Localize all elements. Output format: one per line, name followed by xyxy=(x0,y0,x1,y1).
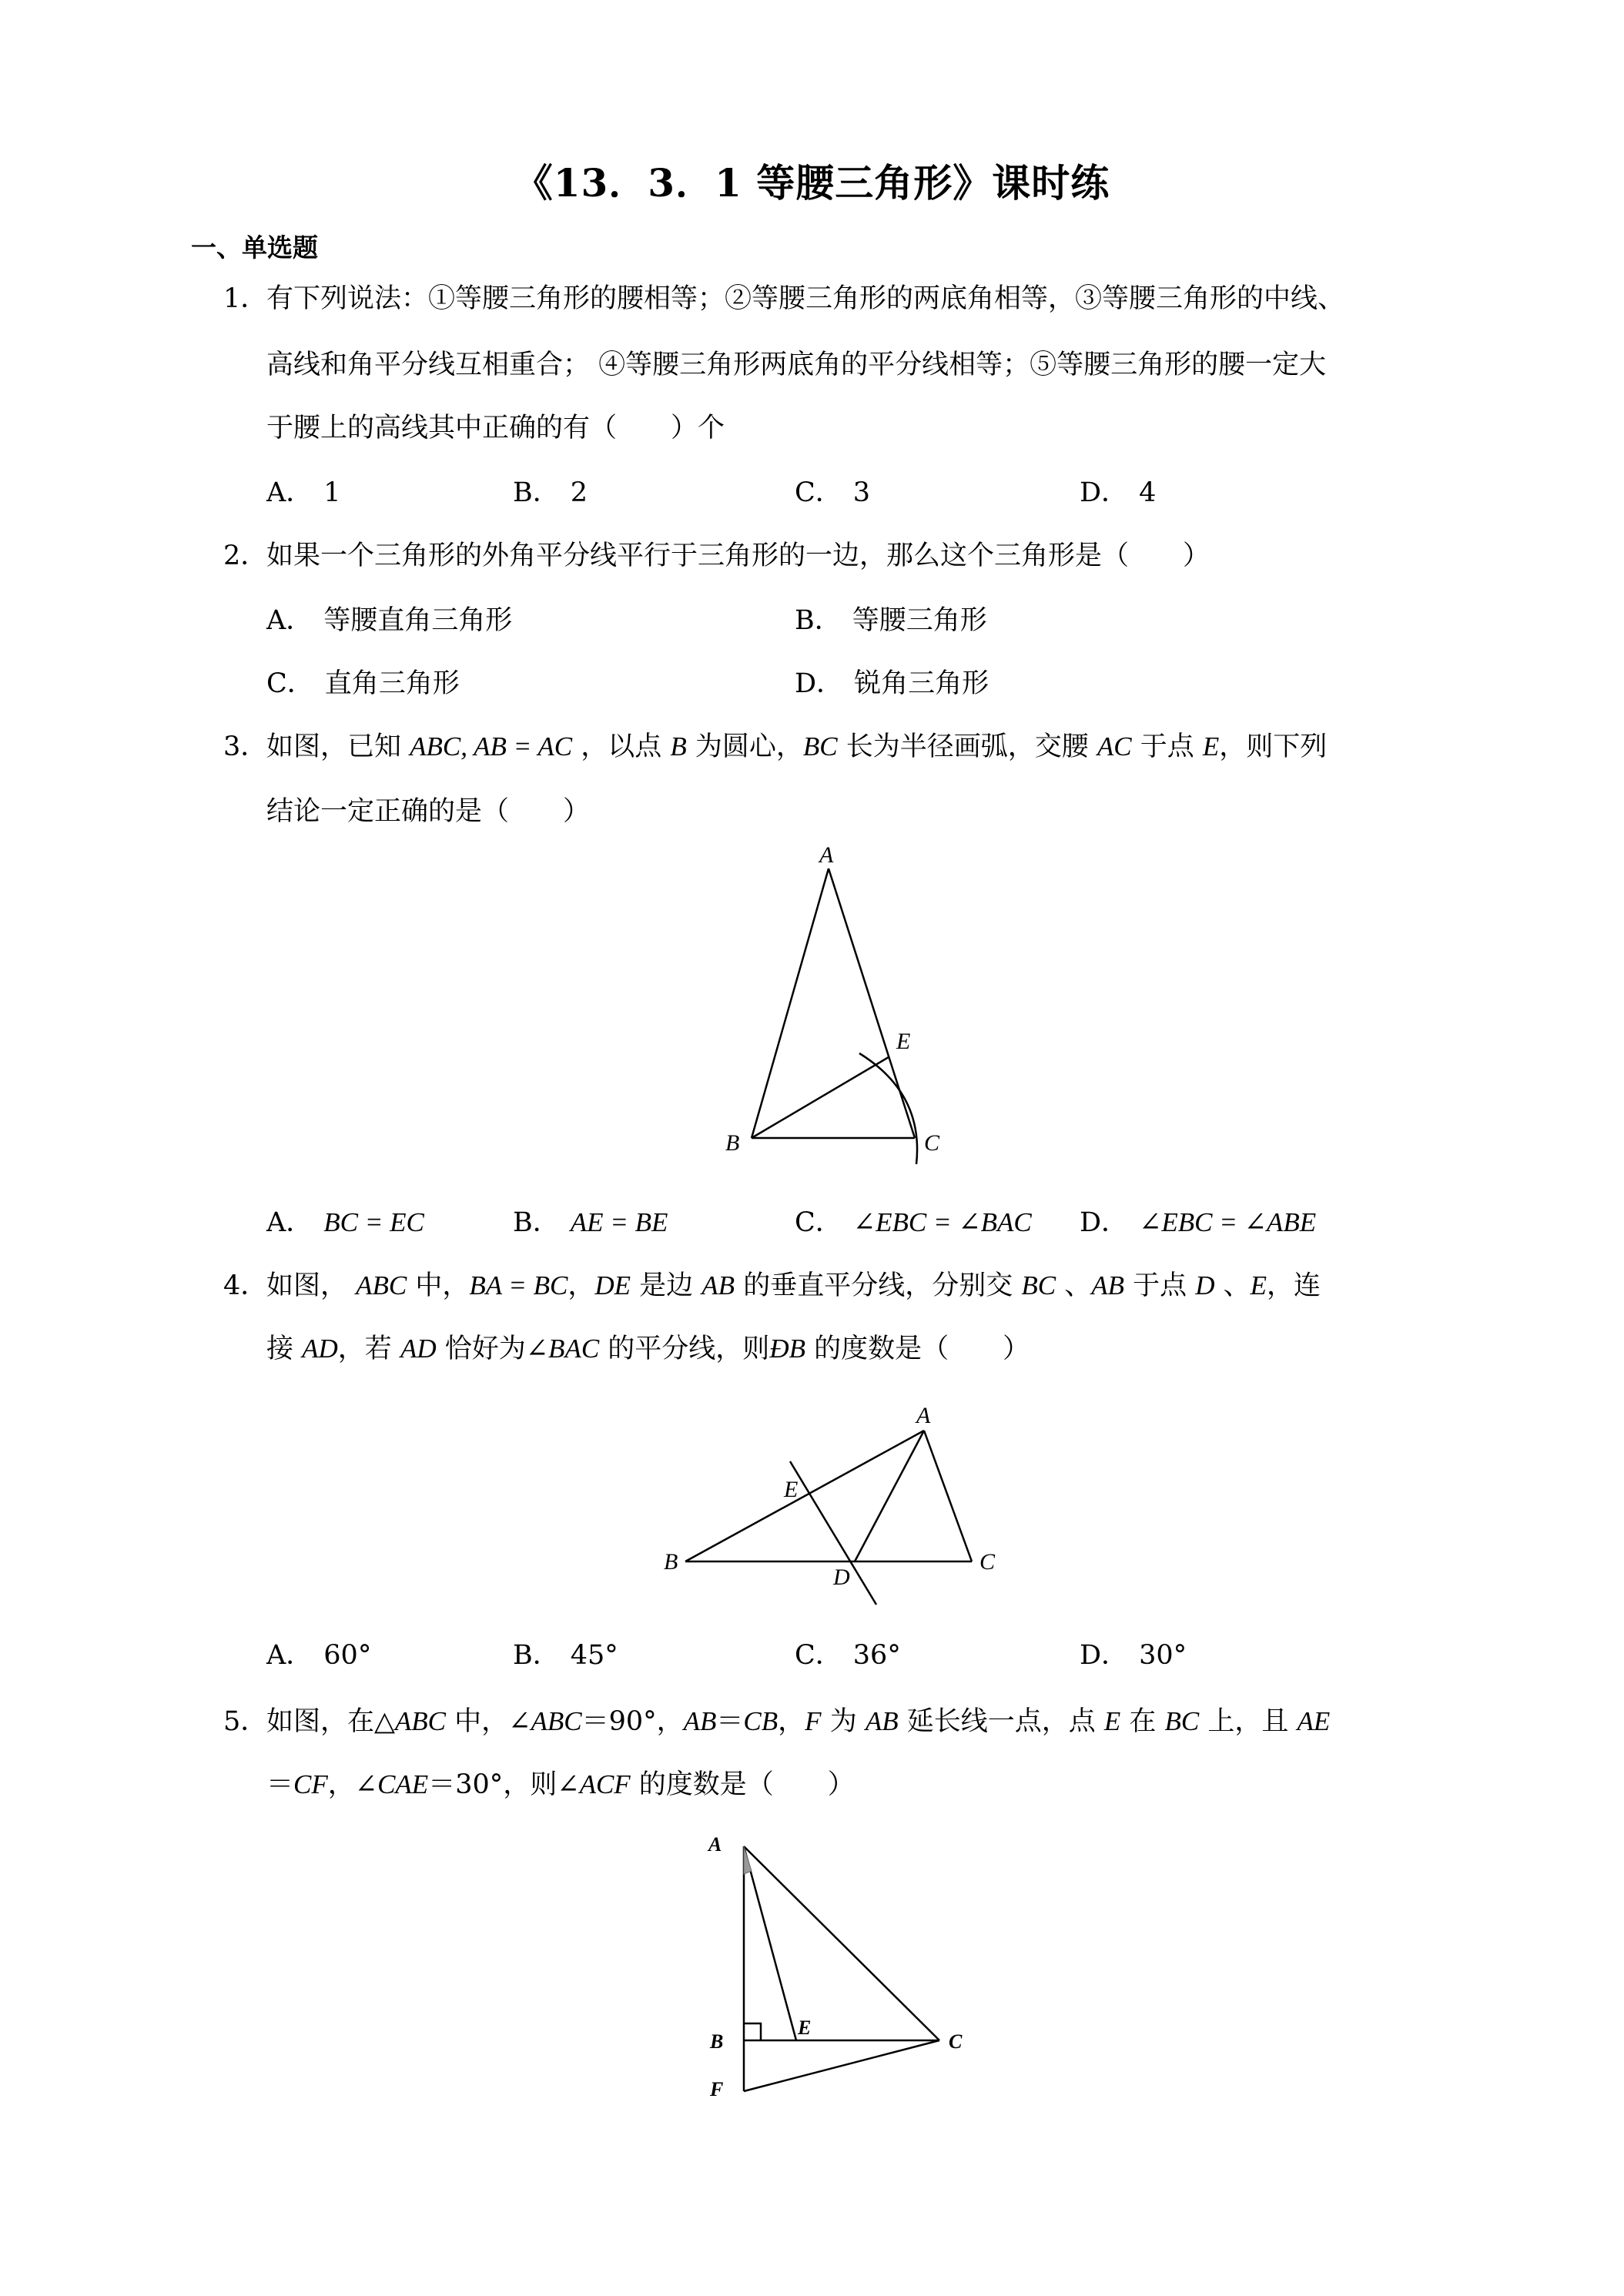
q2-option-c[interactable]: C． 直角三角形 xyxy=(266,668,460,699)
q2-option-b[interactable]: B． 等腰三角形 xyxy=(795,605,987,636)
q5-label-b: B xyxy=(710,2030,724,2053)
q3-label-c: C xyxy=(924,1130,940,1156)
q4-label-e: E xyxy=(784,1477,799,1502)
q4-label-a: A xyxy=(916,1403,931,1428)
q3-figure xyxy=(693,832,986,1178)
q1-option-d[interactable]: D． 4 xyxy=(1080,477,1157,508)
q5-label-f: F xyxy=(710,2078,724,2100)
q5-label-c: C xyxy=(949,2030,963,2053)
q5-label-a: A xyxy=(708,1833,722,1856)
q3-line-2: 结论一定正确的是（ ） xyxy=(266,796,591,827)
q3-side-ac xyxy=(829,869,915,1138)
q5-side-ac xyxy=(744,1846,939,2040)
q4-line-1: 如图， ABC 中，BA = BC，DE 是边 AB 的垂直平分线，分别交 BC 、AB 于点 D 、E，连 xyxy=(266,1270,1321,1301)
q3-option-d[interactable]: D． ∠EBC = ∠ABE xyxy=(1080,1207,1317,1238)
q2-option-a[interactable]: A． 等腰直角三角形 xyxy=(266,605,513,636)
q5-segment-fc xyxy=(744,2040,939,2091)
q4-label-d: D xyxy=(833,1565,850,1590)
q3-label-b: B xyxy=(725,1130,740,1156)
q4-option-d[interactable]: D． 30° xyxy=(1080,1640,1187,1671)
q2-line-1: 如果一个三角形的外角平分线平行于三角形的一边，那么这个三角形是（ ） xyxy=(266,541,1210,571)
q3-side-ab xyxy=(752,869,829,1138)
q3-label-e: E xyxy=(896,1029,911,1054)
q3-option-b[interactable]: B． AE = BE xyxy=(513,1207,668,1238)
q4-line-2: 接 AD，若 AD 恰好为∠BAC 的平分线，则ÐB 的度数是（ ） xyxy=(266,1334,1030,1364)
q4-number: 4． xyxy=(223,1270,268,1301)
q1-line-2: 高线和角平分线互相重合； ④等腰三角形两底角的平分线相等；⑤等腰三角形的腰一定大 xyxy=(266,350,1327,380)
q2-number: 2． xyxy=(223,541,268,571)
q1-number: 1． xyxy=(223,283,268,314)
q4-option-a[interactable]: A． 60° xyxy=(266,1640,372,1671)
q4-option-c[interactable]: C． 36° xyxy=(795,1640,901,1671)
q1-line-1: 有下列说法：①等腰三角形的腰相等；②等腰三角形的两底角相等，③等腰三角形的中线、 xyxy=(266,283,1345,314)
q3-label-a: A xyxy=(819,842,834,868)
q1-option-b[interactable]: B． 2 xyxy=(513,477,588,508)
q4-label-b: B xyxy=(664,1549,678,1575)
q4-side-ba xyxy=(685,1431,924,1561)
q4-side-ac xyxy=(924,1431,972,1561)
q1-option-a[interactable]: A． 1 xyxy=(266,477,341,508)
q2-option-d[interactable]: D． 锐角三角形 xyxy=(795,668,989,699)
q5-right-angle-mark xyxy=(744,2023,761,2040)
q5-label-e: E xyxy=(798,2017,812,2039)
q5-number: 5． xyxy=(223,1706,268,1737)
page-title: 《13．3．1 等腰三角形》课时练 xyxy=(514,160,1110,206)
q3-line-1: 如图，已知 ABC, AB = AC ，以点 B 为圆心，BC 长为半径画弧，交腰 AC 于点 E，则下列 xyxy=(266,731,1328,762)
q3-option-a[interactable]: A． BC = EC xyxy=(266,1207,424,1238)
q5-line-2: ＝CF，∠CAE＝30°，则∠ACF 的度数是（ ） xyxy=(266,1769,855,1800)
q4-label-c: C xyxy=(979,1549,996,1575)
q5-segment-ae xyxy=(744,1846,796,2040)
q3-option-c[interactable]: C． ∠EBC = ∠BAC xyxy=(795,1207,1032,1238)
q1-line-3: 于腰上的高线其中正确的有（ ）个 xyxy=(266,413,725,443)
q4-figure xyxy=(655,1386,1024,1609)
q1-option-c[interactable]: C． 3 xyxy=(795,477,871,508)
q5-figure xyxy=(693,1817,986,2110)
section-heading: 一、单选题 xyxy=(191,233,318,263)
q5-line-1: 如图，在△ABC 中，∠ABC＝90°，AB＝CB，F 为 AB 延长线一点，点 E 在 BC 上，且 AE xyxy=(266,1706,1331,1737)
q4-option-b[interactable]: B． 45° xyxy=(513,1640,618,1671)
q3-number: 3． xyxy=(223,731,268,762)
